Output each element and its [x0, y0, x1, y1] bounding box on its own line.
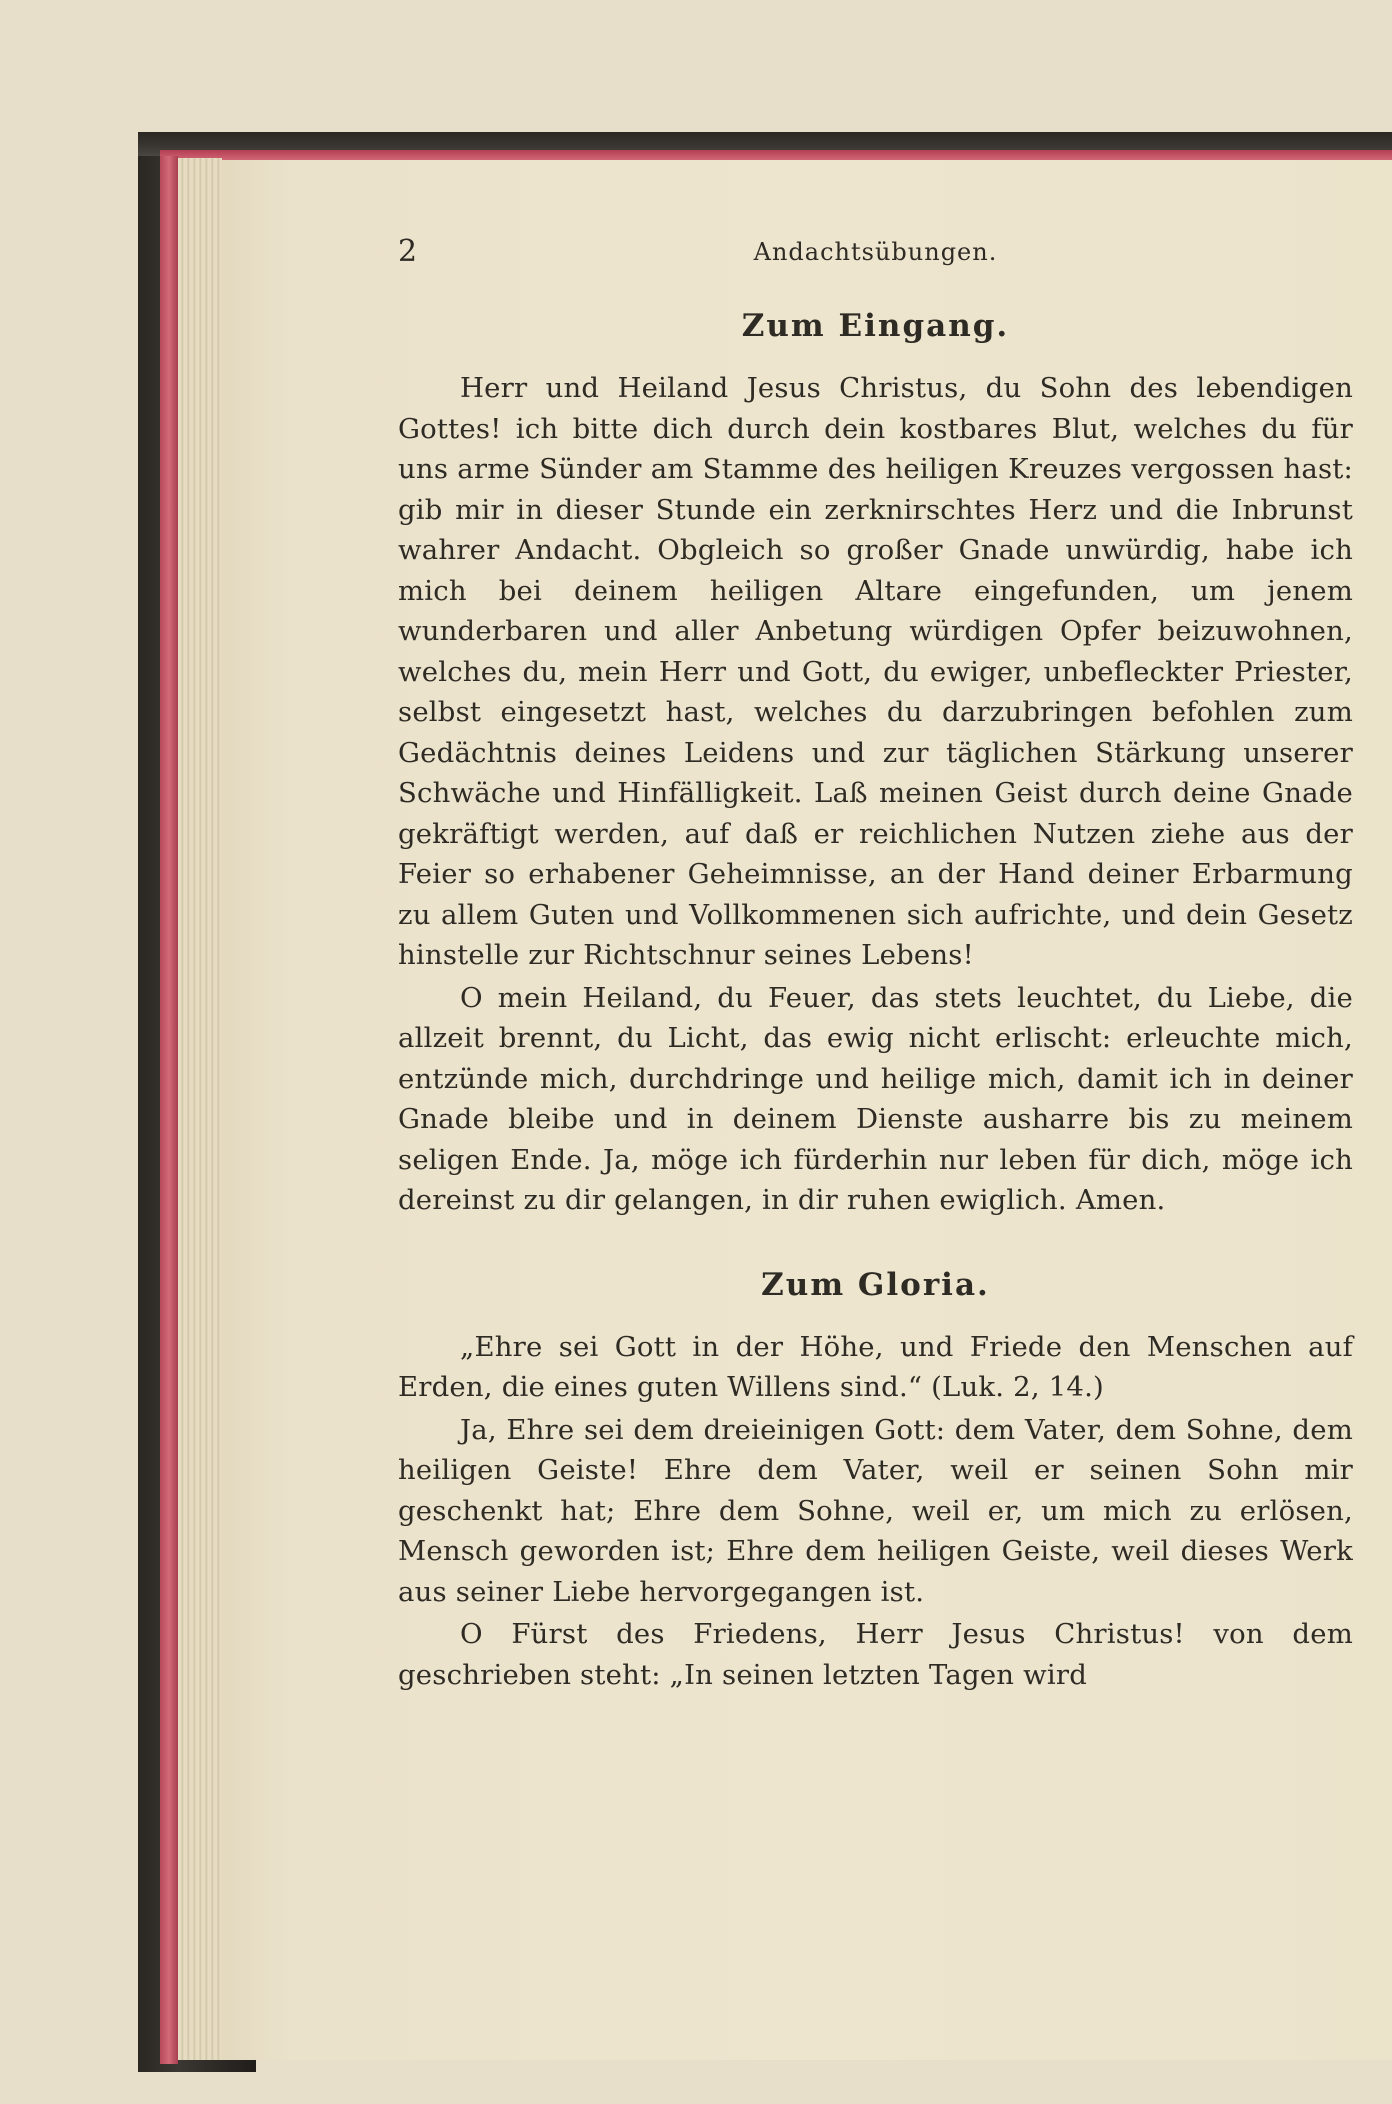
paragraph: Ja, Ehre sei dem dreieinigen Gott: dem Vater, dem Sohne, dem heiligen Geiste! Ehre dem Vater, weil er seinen Sohn mir geschenkt hat; Ehre dem Sohne, weil er, um mich zu erlösen, Mensch geworden ist; Ehre dem heiligen Geiste, weil dieses Werk aus seiner Liebe hervorgegangen ist. — [398, 1413, 1353, 1608]
section-heading-eingang: Zum Eingang. — [741, 308, 1010, 344]
paragraph: „Ehre sei Gott in der Höhe, und Friede den Menschen auf Erden, die eines guten Willens sind.“ (Luk. 2, 14.) — [398, 1330, 1353, 1403]
paragraph: O mein Heiland, du Feuer, das stets leuchtet, du Liebe, die allzeit brennt, du Licht, das ewig nicht erlischt: erleuchte mich, entzünde mich, durchdringe und heilige mich, damit ich in deiner Gnade bleibe und in deinem Dienste ausharre bis zu meinem seligen Ende. Ja, möge ich fürderhin nur leben für dich, möge ich dereinst zu dir gelangen, in dir ruhen ewiglich. Amen. — [398, 981, 1353, 1216]
page-text-block — [398, 232, 1353, 1695]
red-page-edge — [160, 156, 178, 2064]
paragraph: Herr und Heiland Jesus Christus, du Sohn des lebendigen Gottes! ich bitte dich durch dein kostbares Blut, welches du für uns arme Sünder am Stamme des heiligen Kreuzes vergossen hast: gib mir in dieser Stunde ein zerknirschtes Herz und die Inbrunst wahrer Andacht. Obgleich so großer Gnade unwürdig, habe ich mich bei deinem heiligen Altare eingefunden, um jenem wunderbaren und aller Anbetung würdigen Opfer beizuwohnen, welches du, mein Herr und Gott, du ewiger, unbefleckter Priester, selbst eingesetzt hast, welches du darzubringen befohlen zum Gedächtnis deines Leidens und zur täglichen Stärkung unserer Schwäche und Hinfälligkeit. Laß meinen Geist durch deine Gnade gekräftigt werden, auf daß er reichlichen Nutzen ziehe aus der Feier so erhabener Geheimnisse, an der Hand deiner Erbarmung zu allem Guten und Vollkommenen sich aufrichte, und dein Gesetz hinstelle zur Richtschnur seines Lebens! — [398, 372, 1353, 971]
section-heading-gloria: Zum Gloria. — [761, 1266, 990, 1303]
running-head — [398, 232, 1353, 272]
page-stack-edges — [178, 158, 222, 2060]
paragraph: O Fürst des Friedens, Herr Jesus Christus! von dem geschrieben steht: „In seinen letzten Tagen wird — [398, 1618, 1353, 1691]
red-page-edge-top — [160, 150, 1392, 160]
page-number: 2 — [398, 234, 419, 269]
running-title: Andachtsübungen. — [753, 238, 998, 266]
